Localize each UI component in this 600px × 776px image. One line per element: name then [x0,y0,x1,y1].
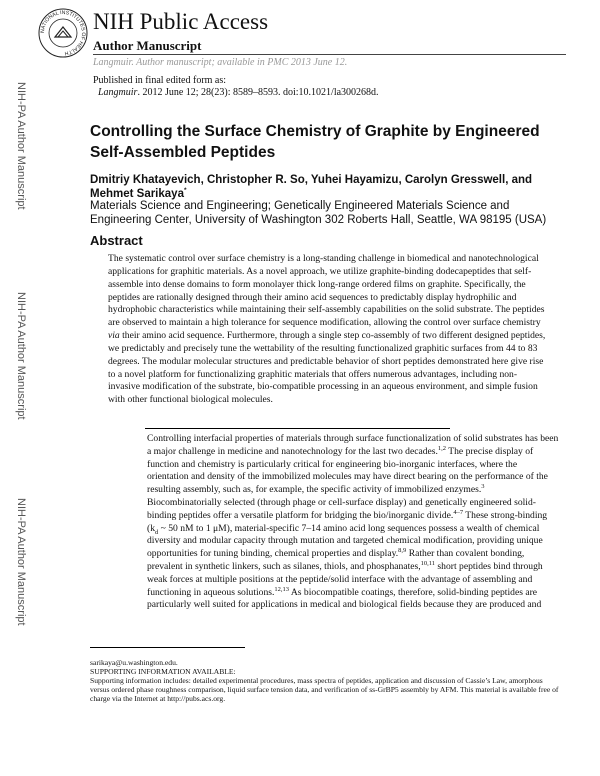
abstract-heading: Abstract [90,233,143,248]
footnote-separator [90,647,245,648]
nih-public-access-title: NIH Public Access [93,9,269,34]
citation-line [93,87,379,98]
published-in-label: Published in final edited form as: [93,75,227,86]
citation-ref: 4–7 [453,508,464,516]
abstract-text: The systematic control over surface chemistry is a long-standing challenge in biomedical and nanotechnological applications for graphitic materials. As a novel approach, we utilize graphite-binding dodecapeptides that self-assemble into dense domains to form monolayer thick long-range ordered films on graphite. Specifically, the peptides are rationally designed through their amino acid sequences to predictably display hydrophilic and hydrophobic characteristics while maintaining their self-assembly capabilities on the solid substrate. The peptides are observed to maintain a high tolerance for sequence modification, allowing the control over surface chemistry via their amino acid sequence. Furthermore, through a single step co-assembly of two different designed peptides, we predictably and precisely tune the wettability of the resulting functionalized graphitic surfaces from 44 to 83 degrees. The modular molecular structures and predictable behavior of short peptides demonstrated here give rise to a novel platform for functionalizing graphitic materials that offers numerous advantages, including non-invasive modification of the substrate, bio-compatible processing in an aqueous environment, and simple fusion with other functional biological molecules. [108,253,546,406]
supporting-info-heading: SUPPORTING INFORMATION AVAILABLE: [90,667,236,676]
supporting-info-text: Supporting information includes: detailed experimental procedures, mass spectra of peptides, application and discussion of Cassie’s Law, amorphous versus ordered phase roughness comparison, liquid surface tension data, and verification of ss-GrBP5 assembly by AFM. This material is available free of charge via the Internet at http://pubs.acs.org. [90,676,559,703]
author-affiliation: Materials Science and Engineering; Genetically Engineered Materials Science and Engineering Center, University of Washington 302 Roberts Hall, Seattle, WA 98195 (USA) [90,200,547,226]
citation-details: . 2012 June 12; 28(23): 8589–8593. doi:10.1021/la300268d. [137,87,379,98]
header-rule [93,54,566,55]
side-watermark-bottom: NIH-PA Author Manuscript [15,498,27,626]
article-title: Controlling the Surface Chemistry of Graphite by Engineered Self-Assembled Peptides [90,123,540,161]
side-watermark-middle: NIH-PA Author Manuscript [15,292,27,420]
citation-ref: 3 [481,483,485,490]
author-list: Dmitriy Khatayevich, Christopher R. So, Yuhei Hayamizu, Carolyn Gresswell, and Mehmet Sarikaya* [90,174,533,200]
citation-ref: 1,2 [437,444,447,452]
seal-ring-text: NATIONAL INSTITUTES OF HEALTH [39,9,87,56]
journal-name: Langmuir [98,87,138,98]
corresponding-author-mark: * [183,187,187,195]
corresponding-email: sarikaya@u.washington.edu. [90,658,178,667]
nih-seal-logo [38,8,88,58]
body-paragraph: Controlling interfacial properties of materials through surface functionalization of solid substrates has been a major challenge in medicine and nanotechnology for the last two decades.$^{1,2}$ The precise display of function and chemistry is particularly critical for engineering bio-inorganic interfaces, where the orientation and density of the immobilized molecules may have direct bearing on the performance of the resulting assembly, such as, for example, the specific activity of immobilized enzymes.$^3$ Biocombinatorially selected (through phage or cell-surface display) and genetically engineered solid-binding peptides offer a versatile platform for bridging the bio/inorganic divide.$^{4-7}$ These strong-binding ($k_d$ ~ 50 nM to 1 μM), material-specific 7–14 amino acid long sequences possess a wealth of chemical diversity and modular capacity through mutation and targeted chemical modification, providing unique opportunities for tuning binding, chemical properties and display.$^{8,9}$ Rather than covalent bonding, prevalent in synthetic linkers, such as silanes, thiols, and phosphanates,$^{10,11}$ short peptides bind through weak forces at multiple positions at the peptide/solid interface with the advantage of assembling and functioning in aqueous solutions.$^{12,13}$ As biocompatible coatings, therefore, solid-binding peptides are particularly well suited for applications in medical and biological fields because they are produced and [147,433,559,611]
side-watermark-top: NIH-PA Author Manuscript [15,82,27,210]
abstract-separator [145,428,450,429]
author-manuscript-label: Author Manuscript [93,38,202,53]
svg-text:NATIONAL INSTITUTES OF HEALTH [40,10,86,56]
citation-ref: 8,9 [398,546,407,554]
availability-note: Langmuir. Author manuscript; available in PMC 2013 June 12. [93,57,348,68]
citation-ref: 12,13 [274,585,289,593]
citation-ref: 10,11 [420,559,436,567]
